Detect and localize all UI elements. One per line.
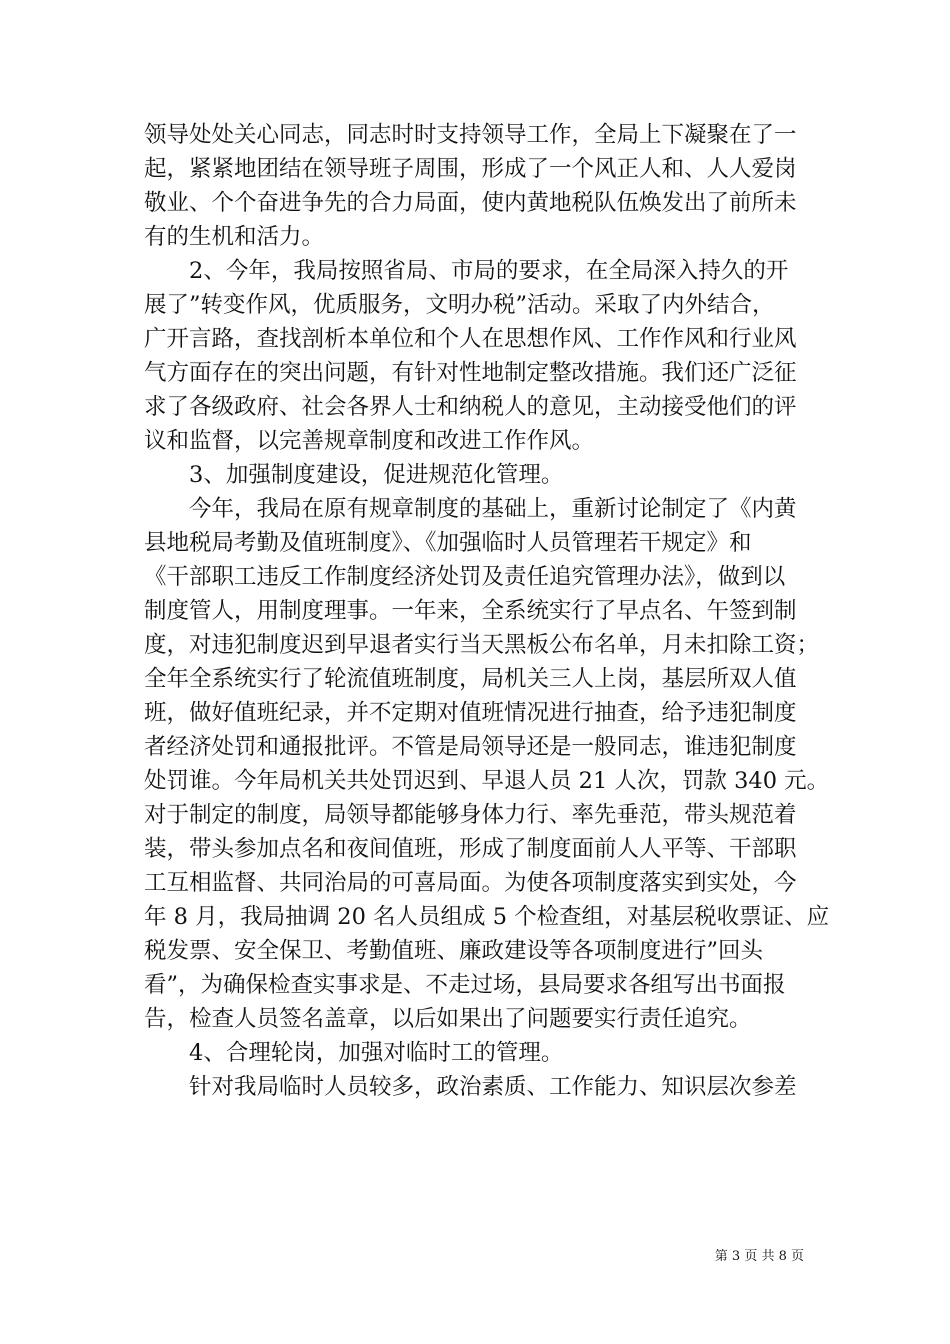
text-line: 装，带头参加点名和夜间值班，形成了制度面前人人平等、干部职 — [144, 836, 797, 862]
text-line: 看”，为确保检查实事求是、不走过场，县局要求各组写出书面报 — [144, 972, 786, 998]
text-line: 告，检查人员签名盖章，以后如果出了问题要实行责任追究。 — [144, 1006, 752, 1032]
text-line: 度，对违犯制度迟到早退者实行当天黑板公布名单，月未扣除工资； — [144, 632, 820, 658]
text-line: 气方面存在的突出问题，有针对性地制定整改措施。我们还广泛征 — [144, 360, 797, 386]
text-line: 展了”转变作风，优质服务，文明办税”活动。采取了内外结合， — [144, 292, 775, 318]
text-line: 班，做好值班纪录，并不定期对值班情况进行抽查，给予违犯制度 — [144, 700, 797, 726]
document-body — [144, 118, 830, 1104]
text-line: 全年全系统实行了轮流值班制度，局机关三人上岗，基层所双人值 — [144, 666, 797, 692]
text-line: 起，紧紧地团结在领导班子周围，形成了一个风正人和、人人爱岗 — [144, 156, 797, 182]
text-line: 今年，我局在原有规章制度的基础上，重新讨论制定了《内黄 — [144, 496, 797, 522]
text-line: 对于制定的制度，局领导都能够身体力行、率先垂范，带头规范着 — [144, 802, 797, 828]
text-line: 制度管人，用制度理事。一年来，全系统实行了早点名、午签到制 — [144, 598, 797, 624]
text-line: 敬业、个个奋进争先的合力局面，使内黄地税队伍焕发出了前所未 — [144, 190, 797, 216]
text-line: 领导处处关心同志，同志时时支持领导工作，全局上下凝聚在了一 — [144, 122, 797, 148]
text-line: 有的生机和活力。 — [144, 224, 325, 250]
text-line: 县地税局考勤及值班制度》、《加强临时人员管理若干规定》和 — [144, 530, 752, 556]
text-line: 处罚谁。今年局机关共处罚迟到、早退人员 21 人次，罚款 340 元。 — [144, 768, 830, 794]
text-line: 工互相监督、共同治局的可喜局面。为使各项制度落实到实处，今 — [144, 870, 797, 896]
text-line: 税发票、安全保卫、考勤值班、廉政建设等各项制度进行”回头 — [144, 938, 764, 964]
text-line: 者经济处罚和通报批评。不管是局领导还是一般同志，谁违犯制度 — [144, 734, 797, 760]
section-heading: 3、加强制度建设，促进规范化管理。 — [144, 462, 564, 488]
section-heading: 4、合理轮岗，加强对临时工的管理。 — [144, 1040, 564, 1066]
text-line: 议和监督，以完善规章制度和改进工作作风。 — [144, 428, 595, 454]
text-line: 针对我局临时人员较多，政治素质、工作能力、知识层次参差 — [144, 1074, 797, 1100]
text-line: 求了各级政府、社会各界人士和纳税人的意见，主动接受他们的评 — [144, 394, 797, 420]
text-line: 《干部职工违反工作制度经济处罚及责任追究管理办法》，做到以 — [144, 564, 786, 590]
page-number: 第 3 页 共 8 页 — [714, 1249, 804, 1264]
text-line: 2、今年，我局按照省局、市局的要求，在全局深入持久的开 — [144, 258, 789, 284]
text-line: 广开言路，查找剖析本单位和个人在思想作风、工作作风和行业风 — [144, 326, 797, 352]
text-line: 年 8 月，我局抽调 20 名人员组成 5 个检查组，对基层税收票证、应 — [144, 904, 830, 930]
